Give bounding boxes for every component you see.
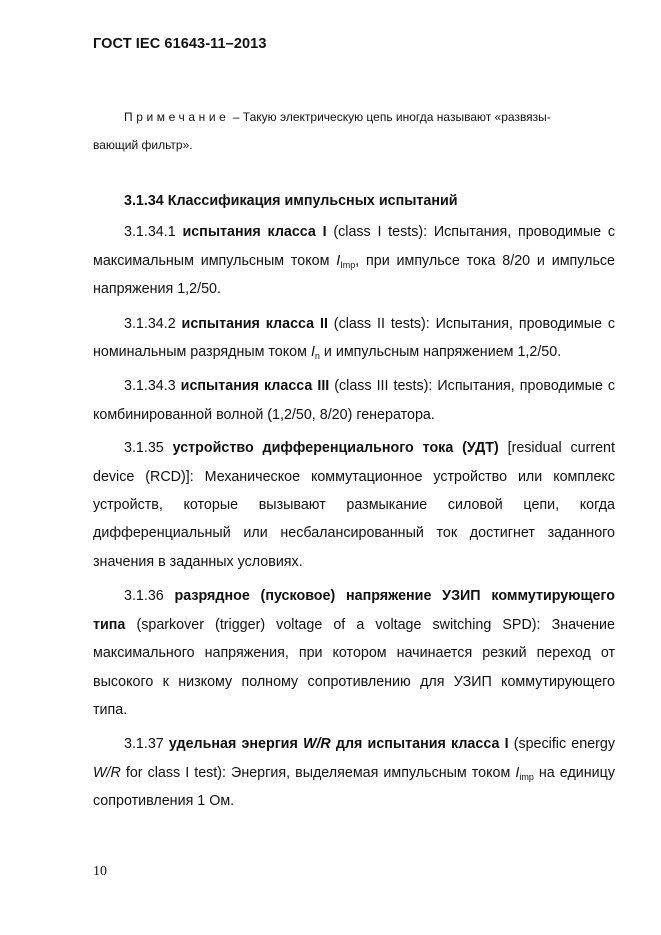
term: испытания класса II bbox=[181, 315, 328, 332]
section-3-1-36 bbox=[93, 582, 615, 724]
current-subscript: n bbox=[314, 351, 320, 362]
definition-text: for class I test): Энергия, выделяемая импульсным током bbox=[120, 764, 516, 781]
term: разрядное (пусковое) напряжение УЗИП коммутирующего типа bbox=[93, 588, 615, 633]
definition-text: на единицу сопротивления 1 Ом. bbox=[93, 764, 615, 810]
definition-text: (class II tests): Испытания, проводимые с номинальным разрядным током bbox=[93, 315, 615, 361]
current-subscript: Imp bbox=[340, 259, 356, 270]
main-text bbox=[93, 187, 615, 816]
document-header: ГОСТ IEC 61643-11–2013 bbox=[93, 36, 267, 52]
term: устройство дифференциального тока (УДТ) bbox=[172, 440, 499, 457]
section-number: 3.1.36 bbox=[124, 588, 175, 605]
section-3-1-34-heading: 3.1.34 Классификация импульсных испытаний bbox=[124, 193, 458, 209]
note-text-line1: – Такую электрическую цепь иногда называют «развязы- bbox=[229, 110, 551, 124]
definition-text: и импульсным напряжением 1,2/50. bbox=[319, 344, 562, 361]
definition-text: (sparkover (trigger) voltage of a voltage switching SPD): Значение максимального напряжения, при котором начинается резкий переход от высокого к низкому полному сопротивлению для УЗИП коммутирующего типа. bbox=[93, 616, 615, 718]
definition-text: (class I tests): Испытания, проводимые с максимальным импульсным током bbox=[93, 224, 615, 269]
section-number: 3.1.35 bbox=[124, 440, 173, 457]
note-text-line2: вающий фильтр». bbox=[93, 138, 193, 153]
page-number: 10 bbox=[93, 864, 107, 879]
definition-text: , при импульсе тока 8/20 и импульсе напряжения 1,2/50. bbox=[93, 252, 615, 298]
term: испытания класса I bbox=[182, 224, 327, 241]
energy-symbol: W/R bbox=[93, 764, 121, 781]
note-block bbox=[93, 103, 615, 160]
section-3-1-37 bbox=[93, 730, 615, 815]
current-symbol: I bbox=[310, 344, 315, 361]
current-symbol: I bbox=[515, 764, 520, 781]
note-label: Примечание bbox=[124, 110, 230, 124]
section-number: 3.1.34.2 bbox=[124, 315, 182, 332]
definition-text: (specific energy bbox=[508, 736, 616, 753]
current-symbol: I bbox=[336, 252, 341, 269]
term: удельная энергия bbox=[168, 736, 303, 753]
section-number: 3.1.34.1 bbox=[124, 224, 183, 241]
term: испытания класса III bbox=[180, 378, 330, 395]
section-number: 3.1.34.3 bbox=[124, 378, 181, 395]
section-3-1-34-3 bbox=[93, 372, 615, 429]
section-3-1-34-2 bbox=[93, 310, 615, 367]
term-symbol: W/R bbox=[302, 736, 331, 753]
current-subscript: imp bbox=[519, 771, 534, 782]
term: для испытания класса I bbox=[330, 736, 509, 753]
definition-text: [residual current device (RCD)]: Механическое коммутационное устройство или комплекс устройств, которые вызывают размыкание силовой цепи, когда дифференциальный или несбалансированный ток достигнет заданного значения в заданных условиях. bbox=[93, 440, 615, 570]
section-3-1-35 bbox=[93, 434, 615, 576]
section-3-1-34-1 bbox=[93, 218, 615, 303]
note-paragraph bbox=[93, 103, 615, 160]
section-number: 3.1.37 bbox=[124, 736, 169, 753]
definition-text: (class III tests): Испытания, проводимые с комбинированной волной (1,2/50, 8/20) генератора. bbox=[93, 378, 615, 423]
